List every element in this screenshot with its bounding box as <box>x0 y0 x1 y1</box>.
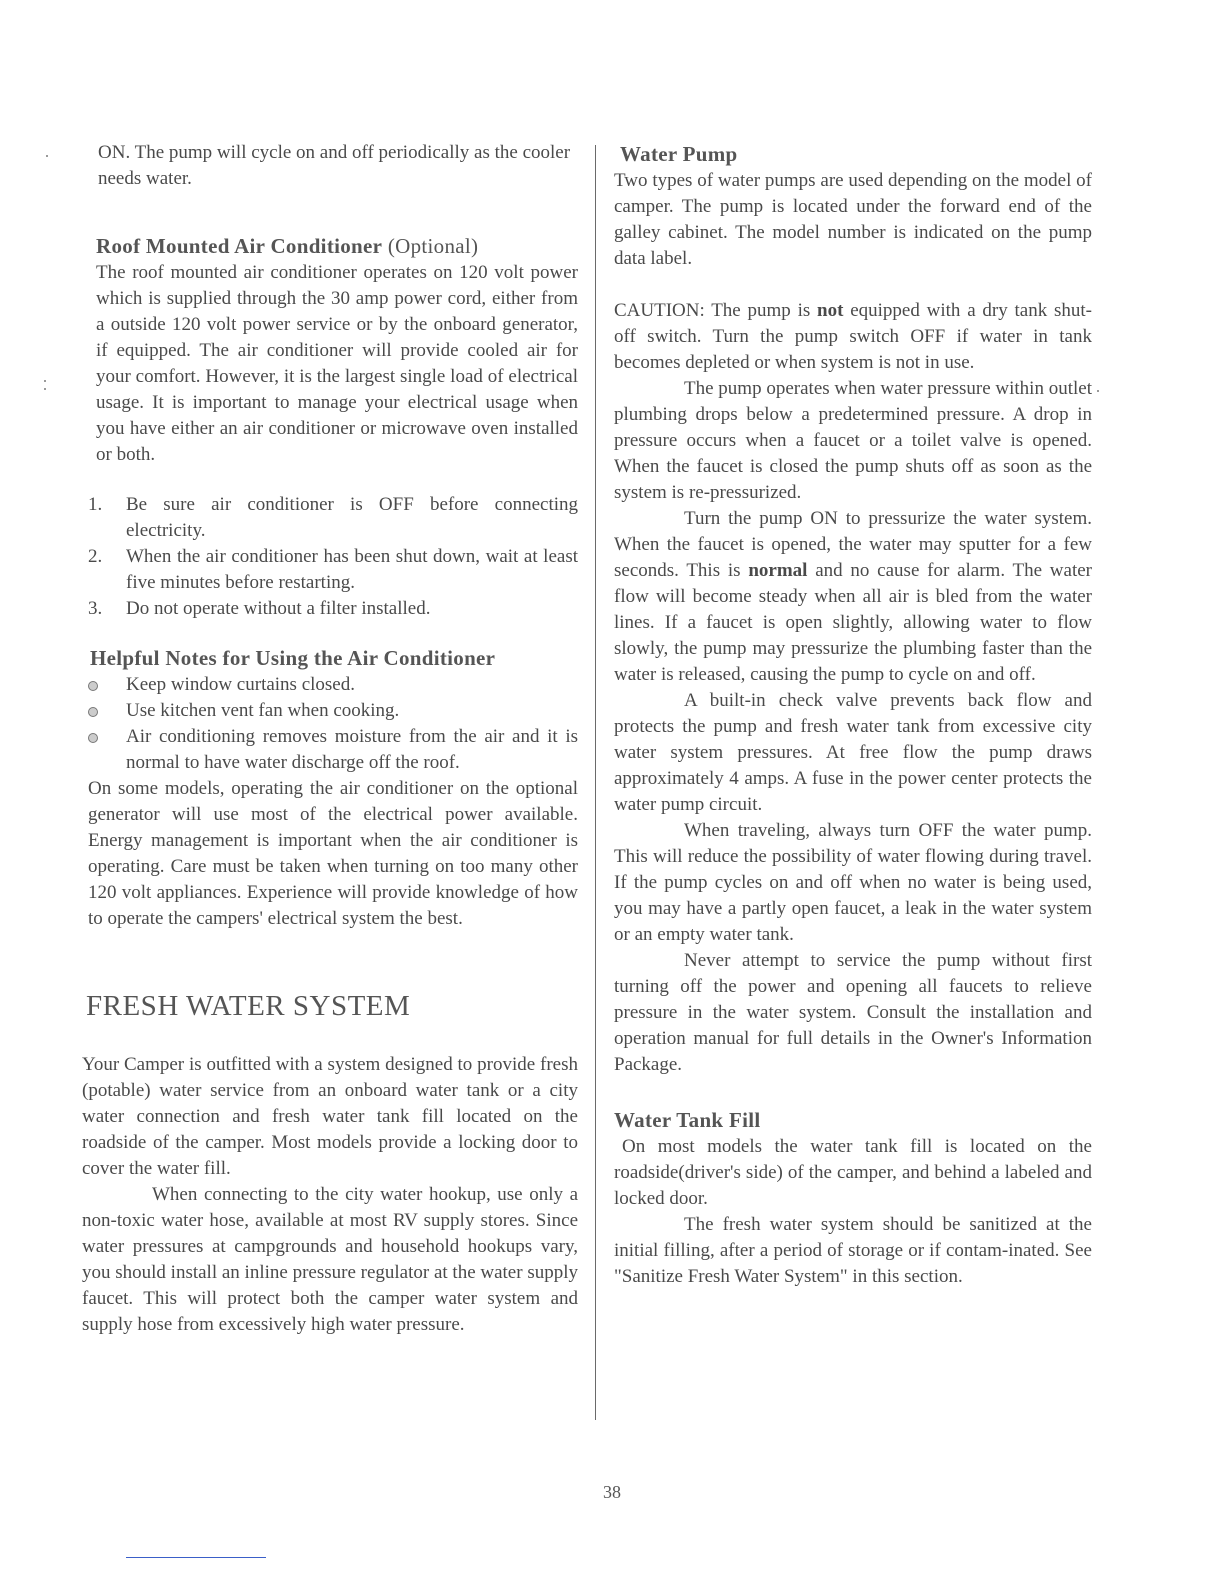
column-divider <box>595 145 596 1420</box>
scan-speck <box>46 155 48 157</box>
scan-speck <box>1097 390 1099 392</box>
generator-paragraph: On some models, operating the air conditioner on the optional generator will use most of the electrical power available. Energy management is important when the air conditioner is operating. Care must be taken when turning on too many other 120 volt appliances. Experience will provide knowledge of how to operate the campers' electrical system the best. <box>88 778 578 929</box>
list-item <box>82 544 578 596</box>
ac-numbered-list <box>82 492 578 622</box>
pump-p3-text-a: Turn the pump ON to pressurize the water system. When the faucet is opened, the water may sputter for a few seconds. This is <box>614 508 1092 581</box>
water-pump-paragraph-6: Never attempt to service the pump without first turning off the power and opening all faucets to relieve pressure in the water system. Consult the installation and operation manual for full details in the Owner's Information Package. <box>614 950 1092 1075</box>
ac-paragraph: The roof mounted air conditioner operates on 120 volt power which is supplied through the 30 amp power cord, either from a outside 120 volt power service or by the onboard generator, if equipped. The air conditioner will provide cooled air for your comfort. However, it is the largest single load of electrical usage. It is important to manage your electrical usage when you have either an air conditioner or microwave oven installed or both. <box>96 262 578 465</box>
page-number: 38 <box>603 1482 621 1502</box>
water-pump-paragraph-5: When traveling, always turn OFF the water pump. This will reduce the possibility of water flowing during travel. If the pump cycles on and off when no water is being used, you may have a partly open faucet, a leak in the water system or an empty water tank. <box>614 820 1092 945</box>
list-item <box>82 698 578 724</box>
intro-paragraph: ON. The pump will cycle on and off periodically as the cooler needs water. <box>98 142 571 189</box>
left-column <box>82 140 578 1338</box>
notes-heading: Helpful Notes for Using the Air Conditioner <box>90 646 496 670</box>
ac-heading-optional: (Optional) <box>382 234 479 258</box>
water-tank-fill-paragraph-2: The fresh water system should be sanitized at the initial filling, after a period of storage or if contam-inated. See "Sanitize Fresh Water System" in this section. <box>614 1214 1092 1287</box>
water-tank-fill-heading: Water Tank Fill <box>614 1108 761 1132</box>
water-tank-fill-paragraph-1: On most models the water tank fill is located on the roadside(driver's side) of the camper, and behind a labeled and locked door. <box>614 1136 1092 1209</box>
pump-p3-text-b: and no cause for alarm. The water flow will become steady when all air is bled from the water lines. If a faucet is open slightly, allowing water to flow slowly, the pump may pressurize the plumbing faster than the water is released, causing the pump to cycle on and off. <box>614 560 1093 685</box>
list-item-text: When the air conditioner has been shut down, wait at least five minutes before restarting. <box>126 546 578 593</box>
list-item-text: Use kitchen vent fan when cooking. <box>126 700 400 721</box>
list-item <box>82 672 578 698</box>
list-item-text: Do not operate without a filter installed. <box>126 598 431 619</box>
bullet-icon <box>88 681 98 691</box>
bullet-icon <box>88 707 98 717</box>
bullet-icon <box>88 733 98 743</box>
list-item-text: Air conditioning removes moisture from the air and it is normal to have water discharge off the roof. <box>126 726 578 773</box>
pump-p3-normal: normal <box>748 560 808 581</box>
list-item <box>82 724 578 776</box>
notes-bullet-list <box>82 672 578 776</box>
list-marker: 2. <box>88 546 103 567</box>
footer-rule <box>126 1557 266 1558</box>
fresh-water-paragraph-1: Your Camper is outfitted with a system designed to provide fresh (potable) water service from an onboard water tank or a city water connection and fresh water tank fill located on the roadside of the camper. Most models provide a locking door to cover the water fill. <box>82 1054 578 1179</box>
scan-speck <box>44 380 46 382</box>
water-pump-paragraph-3 <box>614 506 1092 688</box>
list-marker: 3. <box>88 598 103 619</box>
ac-heading <box>82 232 578 260</box>
caution-text-a: CAUTION: The pump is <box>614 300 818 321</box>
right-column <box>614 140 1092 1290</box>
scan-speck <box>44 388 46 390</box>
fresh-water-heading: FRESH WATER SYSTEM <box>86 990 411 1022</box>
list-item-text: Keep window curtains closed. <box>126 674 355 695</box>
list-item <box>82 492 578 544</box>
caution-paragraph <box>614 298 1092 376</box>
caution-text-b: equipped with a dry tank shut-off switch. Turn the pump switch OFF if water in tank becomes depleted or when system is not in use. <box>614 300 1092 373</box>
fresh-water-paragraph-2: When connecting to the city water hookup, use only a non-toxic water hose, available at most RV supply stores. Since water pressures at campgrounds and household hookups vary, you should install an inline pressure regulator at the water supply faucet. This will protect both the camper water system and supply hose from excessively high water pressure. <box>82 1184 578 1335</box>
water-pump-paragraph-1: Two types of water pumps are used depending on the model of camper. The pump is located under the forward end of the galley cabinet. The model number is indicated on the pump data label. <box>614 170 1092 269</box>
water-pump-heading: Water Pump <box>620 142 738 166</box>
water-pump-paragraph-4: A built-in check valve prevents back flow and protects the pump and fresh water tank from excessive city water system pressures. At free flow the pump draws approximately 4 amps. A fuse in the power center protects the water pump circuit. <box>614 690 1092 815</box>
list-marker: 1. <box>88 494 103 515</box>
list-item <box>82 596 578 622</box>
ac-heading-text: Roof Mounted Air Conditioner <box>96 234 383 258</box>
water-pump-paragraph-2: The pump operates when water pressure within outlet plumbing drops below a predetermined pressure. A drop in pressure occurs when a faucet or a toilet valve is opened. When the faucet is closed the pump shuts off as soon as the system is re-pressurized. <box>614 378 1092 503</box>
caution-not: not <box>817 300 844 321</box>
list-item-text: Be sure air conditioner is OFF before connecting electricity. <box>126 494 578 541</box>
